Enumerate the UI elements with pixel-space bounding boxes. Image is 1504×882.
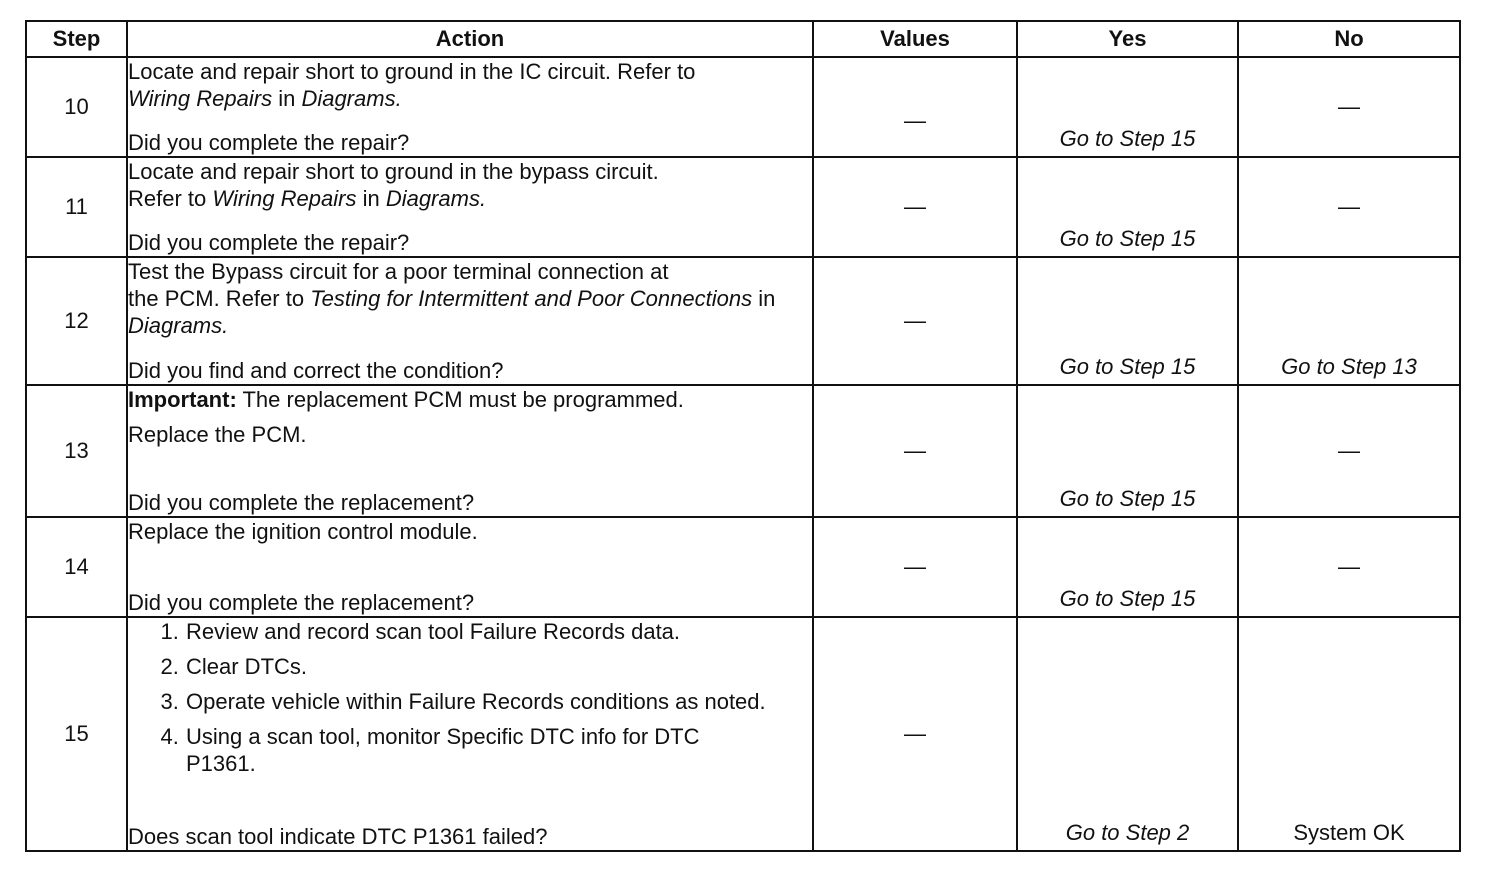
header-yes: Yes — [1017, 21, 1238, 57]
action-cell — [127, 617, 813, 851]
no-cell — [1238, 385, 1460, 517]
reference-link: Wiring Repairs — [128, 86, 273, 111]
no-cell — [1238, 617, 1460, 851]
list-item: 1. Review and record scan tool Failure Records data. — [185, 618, 812, 645]
values-cell — [813, 257, 1017, 385]
yes-cell — [1017, 257, 1238, 385]
action-cell — [127, 57, 813, 157]
action-cell — [127, 157, 813, 257]
no-cell — [1238, 57, 1460, 157]
values-cell — [813, 157, 1017, 257]
question-text: Did you complete the replacement? — [128, 490, 475, 515]
important-label: Important: — [128, 387, 237, 412]
values-cell — [813, 517, 1017, 617]
table-row — [26, 257, 1460, 385]
dash-value: — — [904, 721, 926, 746]
no-cell — [1238, 517, 1460, 617]
values-cell: — — [813, 57, 1017, 157]
dash-value: — — [904, 308, 926, 333]
header-row — [26, 21, 1460, 57]
no-cell — [1238, 157, 1460, 257]
table-row — [26, 385, 1460, 517]
table-row — [26, 57, 1460, 157]
header-no: No — [1238, 21, 1460, 57]
step-number: 13 — [26, 385, 127, 517]
step-number: 11 — [26, 157, 127, 257]
action-text: Replace the PCM. — [128, 422, 307, 447]
action-cell — [127, 385, 813, 517]
table-row — [26, 617, 1460, 851]
yes-cell — [1017, 617, 1238, 851]
goto-step-link: Go to Step 15 — [1059, 226, 1196, 251]
values-cell — [813, 617, 1017, 851]
yes-cell — [1017, 57, 1238, 157]
action-text: Replace the ignition control module. — [128, 519, 478, 544]
dash-value: — — [904, 194, 926, 219]
header-step: Step — [26, 21, 127, 57]
reference-link: Testing for Intermittent and Poor Connections — [310, 286, 753, 311]
procedure-list — [128, 618, 812, 785]
dash-value: — — [904, 554, 926, 579]
yes-cell — [1017, 157, 1238, 257]
step-number: 14 — [26, 517, 127, 617]
table-row — [26, 157, 1460, 257]
list-item: 4. Using a scan tool, monitor Specific DTC info for DTC P1361. — [185, 723, 812, 777]
goto-step-link: Go to Step 13 — [1281, 354, 1417, 379]
table-row — [26, 517, 1460, 617]
step-number: 12 — [26, 257, 127, 385]
question-text: Does scan tool indicate DTC P1361 failed? — [128, 824, 548, 849]
list-item: 2. Clear DTCs. — [185, 653, 812, 680]
dash-value: — — [1338, 94, 1360, 119]
goto-step-link: Go to Step 2 — [1065, 820, 1190, 845]
header-values: Values — [813, 21, 1017, 57]
question-text: Did you complete the repair? — [128, 130, 410, 155]
yes-cell — [1017, 385, 1238, 517]
dash-value: — — [904, 438, 926, 463]
action-cell — [127, 517, 813, 617]
question-text: Did you complete the replacement? — [128, 590, 475, 615]
list-item: 3. Operate vehicle within Failure Records conditions as noted. — [185, 688, 812, 715]
values-cell — [813, 385, 1017, 517]
yes-cell — [1017, 517, 1238, 617]
important-note: Important: The replacement PCM must be programmed. — [128, 387, 684, 412]
diagnostic-table — [25, 20, 1461, 852]
goto-step-link: Go to Step 15 — [1059, 486, 1196, 511]
header-action: Action — [127, 21, 813, 57]
dash-value: — — [1338, 194, 1360, 219]
goto-step-link: Go to Step 15 — [1059, 586, 1196, 611]
action-text: Locate and repair short to ground in the bypass circuit. Refer to Wiring Repairs in Diagrams. — [128, 159, 659, 211]
question-text: Did you find and correct the condition? — [128, 358, 504, 383]
action-text: Test the Bypass circuit for a poor terminal connection at the PCM. Refer to Testing for Intermittent and Poor Connections in Diagrams. — [128, 259, 776, 338]
dash-value: — — [1338, 438, 1360, 463]
goto-step-link: Go to Step 15 — [1059, 354, 1196, 379]
system-ok-text: System OK — [1293, 820, 1405, 845]
no-cell — [1238, 257, 1460, 385]
step-number: 15 — [26, 617, 127, 851]
goto-step-link: Go to Step 15 — [1059, 126, 1196, 151]
reference-link: Wiring Repairs — [212, 186, 357, 211]
action-cell — [127, 257, 813, 385]
step-number: 10 — [26, 57, 127, 157]
action-text: Locate and repair short to ground in the IC circuit. Refer to Wiring Repairs in Diagrams. — [128, 59, 696, 111]
dash-value: — — [1338, 554, 1360, 579]
question-text: Did you complete the repair? — [128, 230, 410, 255]
